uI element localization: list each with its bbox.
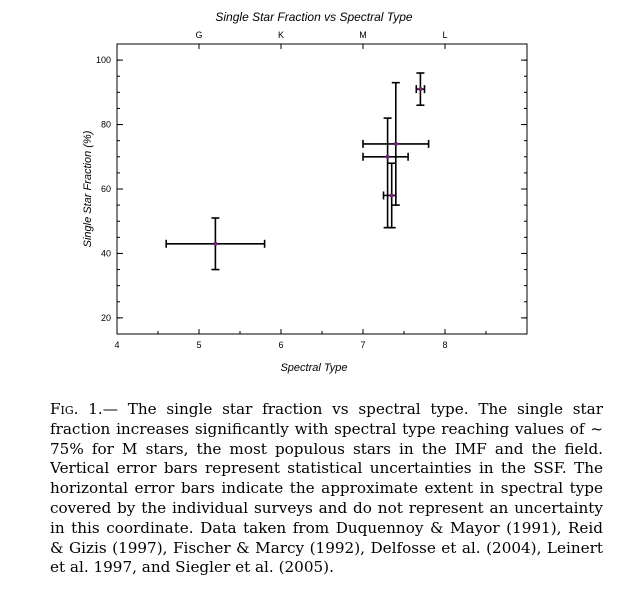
x-tick-label: 8	[442, 340, 448, 350]
points-layer	[166, 73, 428, 270]
data-point	[384, 163, 396, 227]
x-tick-label: 7	[360, 340, 366, 350]
x-tick-label: 6	[278, 340, 284, 350]
y-tick-label: 60	[100, 184, 111, 194]
caption-text: — The single star fraction vs spectral type. The single star fraction increases significantly with spectral type reaching values of ~ 75% for M stars, the most populous stars in the IMF and the field. Vertical error bars represent statistical uncertainties in the SSF. The horizontal error bars indicate the approximate extent in spectral type covered by the individual surveys and do not represent an uncertainty in this coordinate. Data taken from Duquennoy & Mayor (1991), Reid & Gizis (1997), Fischer & Marcy (1992), Delfosse et al. (2004), Leinert et al. 1997, and Siegler et al. (2005).	[50, 400, 603, 577]
x-axis-title: Spectral Type	[280, 362, 348, 374]
data-point	[363, 83, 429, 205]
point-marker	[386, 155, 390, 159]
y-tick-label: 80	[100, 119, 111, 130]
y-tick-label: 20	[100, 312, 111, 323]
data-point	[416, 73, 424, 105]
x-tick-label: 4	[114, 340, 120, 350]
point-marker	[213, 242, 217, 246]
y-axis-title: Single Star Fraction (%)	[82, 130, 94, 248]
point-marker	[390, 193, 394, 197]
data-point	[166, 218, 264, 270]
plot-frame	[117, 44, 527, 334]
top-axis-label: K	[277, 30, 285, 40]
top-axis-label: M	[359, 30, 367, 40]
y-tick-label: 40	[100, 248, 111, 259]
top-axis-label: G	[195, 30, 203, 40]
ticks-layer	[96, 30, 527, 350]
point-marker	[394, 142, 398, 146]
point-marker	[418, 87, 422, 91]
figure-caption	[50, 400, 603, 578]
data-point	[363, 118, 408, 228]
chart-title: Single Star Fraction vs Spectral Type	[215, 10, 413, 24]
x-tick-label: 5	[196, 340, 202, 350]
top-axis-label: L	[442, 30, 448, 40]
figure-label: Fig. 1.	[50, 400, 103, 418]
y-tick-label: 100	[95, 55, 111, 66]
